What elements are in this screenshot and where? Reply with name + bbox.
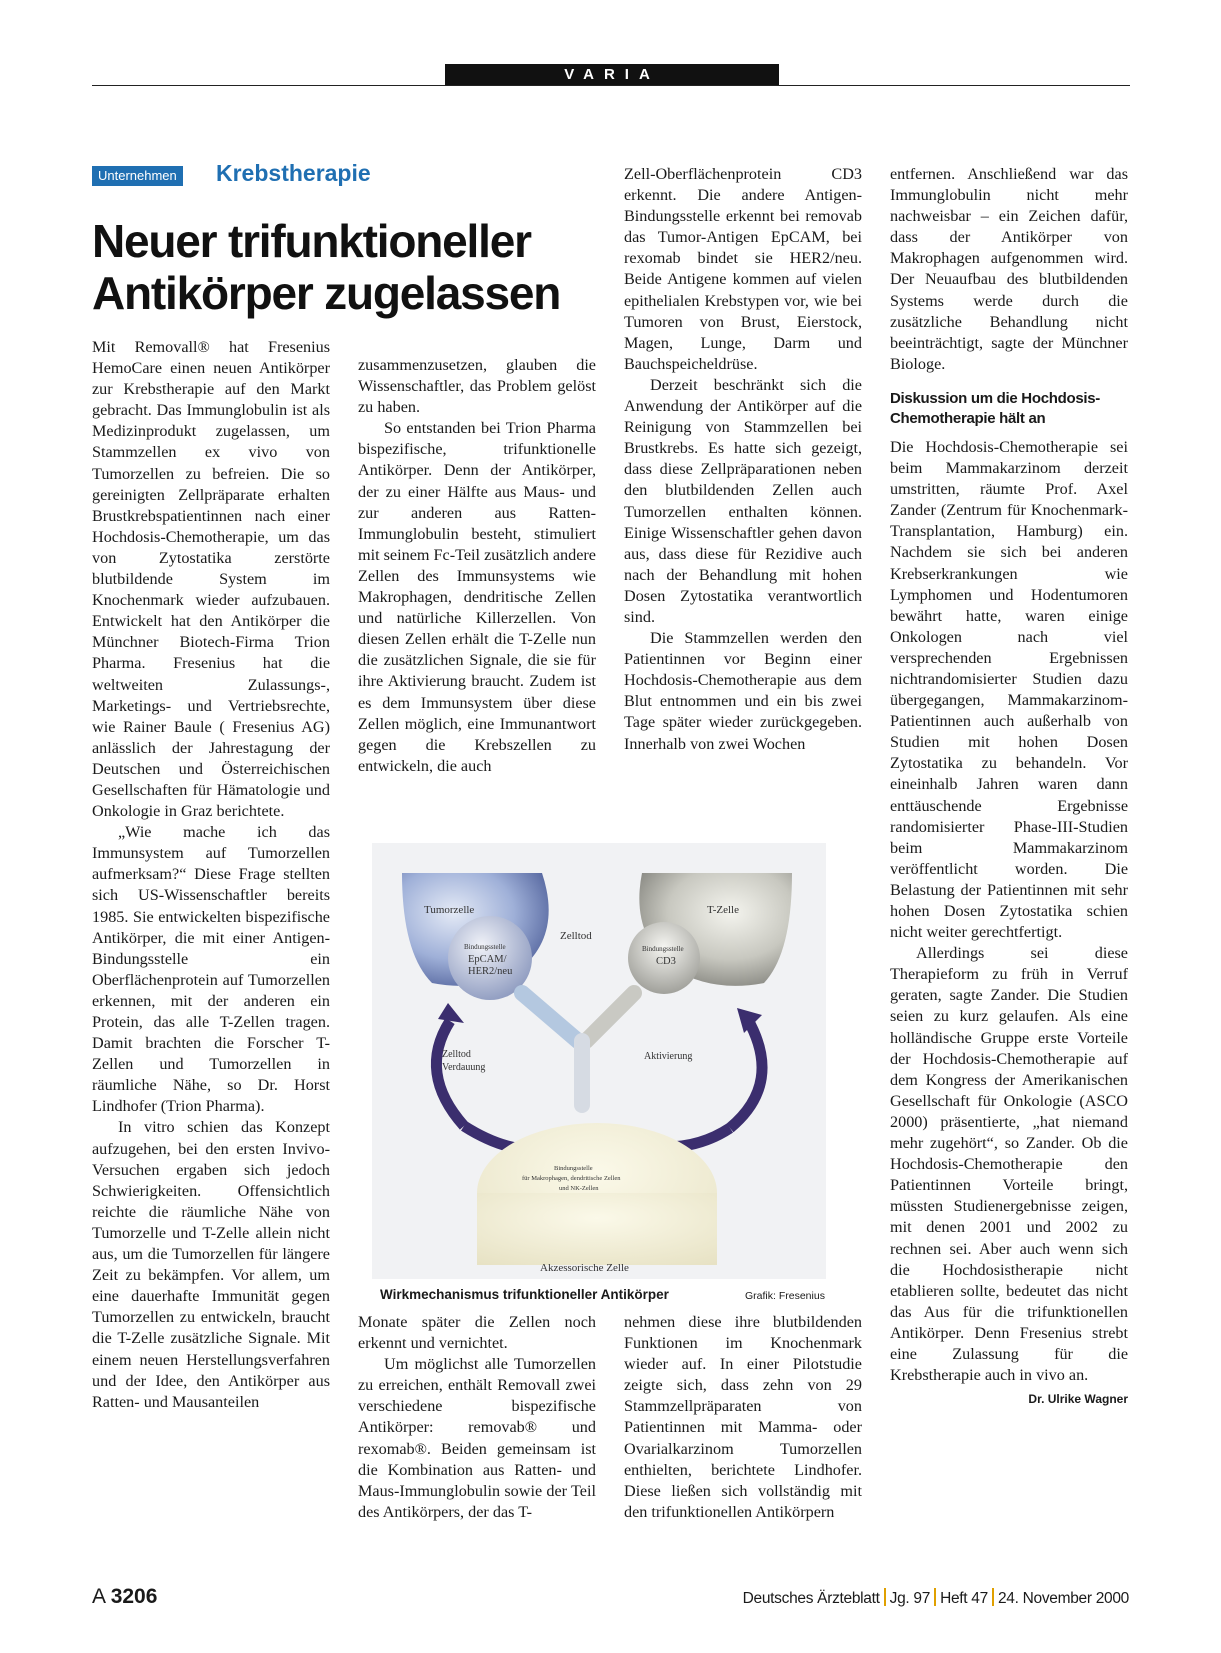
- column-2-top: [358, 355, 596, 823]
- page-number-value: 3206: [110, 1585, 158, 1608]
- journal-name: Deutsches Ärzteblatt: [742, 1590, 880, 1607]
- journal-volume: Jg. 97: [889, 1590, 931, 1607]
- label-tumor-cell: Tumorzelle: [424, 904, 475, 916]
- paragraph: Mit Removall® hat Fresenius HemoCare einen neuen Antikörper zur Krebstherapie auf den Markt gebracht. Das Immunglobulin ist als Medizinprodukt zugelassen, um Stammzellen ex vivo von Tumorzellen zu befreien. Die so gereinigten Zellpräparate erhalten Brustkrebspatientinnen nach einer Hochdosis-Chemotherapie, um das von Zytostatika zerstörte blutbildende System im Knochenmark wieder aufzubauen. Entwickelt hat den Antikörper die Münchner Biotech-Firma Trion Pharma. Fresenius hat die weltweiten Zulassungs-, Marketings- und Vertriebsrechte, wie Rainer Baule ( Fresenius AG) anlässlich der Jahrestagung der Deutschen und Österreichischen Gesellschaften für Hämatologie und Onkologie in Graz berichtete.: [92, 338, 330, 821]
- label-binding-right-small: Bindungsstelle: [642, 945, 684, 953]
- author-byline: Dr. Ulrike Wagner: [1028, 1392, 1128, 1407]
- paragraph: Um möglichst alle Tumorzellen zu erreichen, enthält Removall zwei verschiedene bispezifische Antikörper: removab® und rexomab®. Beiden gemeinsam ist die Kombination aus Ratten- und Maus-Immunglobulin sowie der Teil des Antikörpers, der das T-: [358, 1355, 596, 1521]
- column-4: [890, 164, 1128, 1564]
- paragraph-text: Allerdings sei diese Therapieform zu früh in Verruf geraten, sagte Zander. Die Studien seien zu kurz gelaufen. Als eine holländische Gruppe erste Vorteile der Hochdosis-Chemotherapie auf dem Kongress der Amerikanischen Gesellschaft für Onkologie (ASCO 2000) präsentierte, „hat niemand mehr zugehört“, so Zander. Ob die Hochdosis-Chemotherapie den Patientinnen Vorteile bringt, müssten Studienergebnisse zeigen, mit denen 2001 und 2002 zu rechnen sei. Aber auch wenn sich die Hochdosistherapie nicht etablieren sollte, bedeutet das nicht das Aus für die trifunktionellen Antikörper. Denn Fresenius strebt eine Zulassung für die Krebstherapie auch in vivo an.: [890, 944, 1128, 1385]
- page-prefix: A: [92, 1585, 105, 1608]
- headline-line-1: Neuer trifunktioneller: [92, 215, 531, 267]
- footer-citation: [743, 1588, 1129, 1608]
- label-binding-right-main: CD3: [656, 956, 676, 967]
- subheading: Diskussion um die Hochdosis-Chemotherapie hält an: [890, 389, 1100, 427]
- column-3-top: [624, 164, 862, 824]
- article-kicker: Krebstherapie: [216, 160, 371, 186]
- paragraph: zusammenzusetzen, glauben die Wissenschaftler, das Problem gelöst zu haben.: [358, 356, 596, 417]
- paragraph: So entstanden bei Trion Pharma bispezifische, trifunktionelle Antikörper. Denn der Antikörper, der zu einer Hälfte aus Maus- und zur anderen aus Ratten-Immunglobulin besteht, stimuliert mit seinem Fc-Teil zusätzlich andere Zellen des Immunsystems wie Makrophagen, dendritische Zellen und natürliche Killerzellen. Von diesen Zellen erhält die T-Zelle nun die zusätzlichen Signale, die sie für ihre Aktivierung braucht. Zudem ist es dem Immunsystem über diese Zellen möglich, eine Immunantwort gegen die Krebszellen zu entwickeln, die auch: [358, 419, 596, 775]
- footer-separator: [884, 1588, 886, 1606]
- label-left-arc-1: Zelltod: [442, 1049, 471, 1060]
- journal-issue: Heft 47: [940, 1590, 988, 1607]
- label-right-arc: Aktivierung: [644, 1051, 693, 1062]
- paragraph: Die Stammzellen werden den Patientinnen vor Beginn einer Hochdosis-Chemotherapie aus dem Blut entnommen und ein bis zwei Tage später wieder zurückgegeben. Innerhalb von zwei Wochen: [624, 629, 862, 753]
- label-cell-death: Zelltod: [560, 930, 592, 942]
- label-binding-left-main-1: EpCAM/: [468, 954, 507, 965]
- label-bottom-binding-1: Bindungsstelle: [554, 1165, 593, 1172]
- figure-credit: Grafik: Fresenius: [745, 1290, 825, 1302]
- paragraph: Monate später die Zellen noch erkennt und vernichtet.: [358, 1313, 596, 1353]
- footer-separator: [934, 1588, 936, 1606]
- paragraph: [890, 943, 1128, 1407]
- category-tag: Unternehmen: [92, 166, 183, 186]
- label-left-arc-2: Verdauung: [442, 1062, 486, 1073]
- antibody-diagram: [372, 843, 826, 1279]
- label-binding-left-main-2: HER2/neu: [468, 966, 513, 977]
- paragraph: „Wie mache ich das Immunsystem auf Tumorzellen aufmerksam?“ Diese Frage stellten sich US-Wissenschaftler bereits 1985. Sie entwickelten bispezifische Antikörper, die mit einer Antigen-Bindungsstelle ein Oberflächenprotein auf Tumorzellen erkennen, mit der anderen ein Protein, das alle T-Zellen tragen. Damit brachten die Forscher T-Zellen und Tumorzellen in räumliche Nähe, so Dr. Horst Lindhofer (Trion Pharma).: [92, 823, 330, 1116]
- paragraph: nehmen diese ihre blutbildenden Funktionen im Knochenmark wieder auf. In einer Pilotstudie zeigte sich, dass zehn von 29 Stammzellpräparaten von Patientinnen mit Mamma- oder Ovarialkarzinom Tumorzellen enthielten, berichtete Lindhofer. Diese ließen sich vollständig mit den trifunktionellen Antikörpern: [624, 1313, 862, 1521]
- footer-separator: [992, 1588, 994, 1606]
- label-bottom-binding-3: und NK-Zellen: [559, 1185, 599, 1192]
- header-rule: [92, 85, 1130, 86]
- paragraph: entfernen. Anschließend war das Immunglobulin nicht mehr nachweisbar – ein Zeichen dafür, dass der Antikörper von Makrophagen aufgenommen wird. Der Neuaufbau des blutbildenden Systems werde durch die zusätzliche Behandlung nicht beeinträchtigt, sagte der Münchner Biologe.: [890, 165, 1128, 373]
- paragraph: Derzeit beschränkt sich die Anwendung der Antikörper auf die Reinigung von Stammzellen bei Brustkrebs. Es hatte sich gezeigt, dass diese Zellpräparationen neben den blutbildenden Zellen auch Tumorzellen enthalten können. Einige Wissenschaftler gehen davon aus, dass diese für Rezidive auch nach der Behandlung mit hohen Dosen Zytostatika verantwortlich sind.: [624, 375, 862, 626]
- paragraph: Die Hochdosis-Chemotherapie sei beim Mammakarzinom derzeit umstritten, räumte Prof. Axel Zander (Zentrum für Knochenmark-Transplantation, Hamburg) ein. Nachdem sie sich bei anderen Krebserkrankungen wie Lymphomen und Hodentumoren bewährt hatte, waren einige Onkologen nach viel versprechenden Ergebnissen nichtrandomisierter Studien dazu übergegangen, Mammakarzinom-Patientinnen auch außerhalb von Studien mit hohen Dosen Zytostatika zu behandeln. Vor eineinhalb Jahren waren dann enttäuschende Ergebnisse randomisierter Phase-III-Studien beim Mammakarzinom veröffentlicht worden. Die Belastung der Patientinnen mit sehr hohen Dosen Zytostatika schien nicht weiter gerechtfertigt.: [890, 437, 1128, 942]
- article-headline: [92, 215, 612, 319]
- section-label: VARIA: [445, 64, 779, 86]
- page-number: [92, 1585, 157, 1609]
- column-3-bottom: [624, 1312, 862, 1557]
- paragraph: Zell-Oberflächenprotein CD3 erkennt. Die andere Antigen-Bindungsstelle erkennt bei removab das Tumor-Antigen EpCAM, bei rexomab bindet sie HER2/neu. Beide Antigene kommen auf vielen epithelialen Krebstypen vor, wie bei Tumoren von Brust, Eierstock, Magen, Lunge, Darm und Bauchspeicheldrüse.: [624, 165, 862, 373]
- headline-line-2: Antikörper zugelassen: [92, 267, 561, 319]
- label-t-cell: T-Zelle: [707, 904, 739, 916]
- column-1: [92, 337, 330, 1555]
- figure-caption: Wirkmechanismus trifunktioneller Antikörper: [380, 1287, 669, 1302]
- label-binding-left-small: Bindungsstelle: [464, 943, 506, 951]
- journal-date: 24. November 2000: [997, 1590, 1129, 1607]
- diagram-figure: [372, 843, 826, 1279]
- paragraph: In vitro schien das Konzept aufzugehen, bei den ersten Invivo-Versuchen ergaben sich jedoch Schwierigkeiten. Offensichtlich reichte die räumliche Nähe von Tumorzelle und T-Zelle allein nicht aus, um die Tumorzellen für längere Zeit zu bekämpfen. Vor allem, um eine dauerhafte Immunität gegen Tumorzellen zu entwickeln, braucht die T-Zelle zusätzliche Signale. Mit einem neuen Herstellungsverfahren und der Idee, den Antikörper aus Ratten- und Mausanteilen: [92, 1118, 330, 1411]
- label-bottom-binding-2: für Makrophagen, dendritische Zellen: [522, 1175, 621, 1182]
- column-2-bottom: [358, 1312, 596, 1557]
- label-accessory-cell: Akzessorische Zelle: [540, 1262, 629, 1274]
